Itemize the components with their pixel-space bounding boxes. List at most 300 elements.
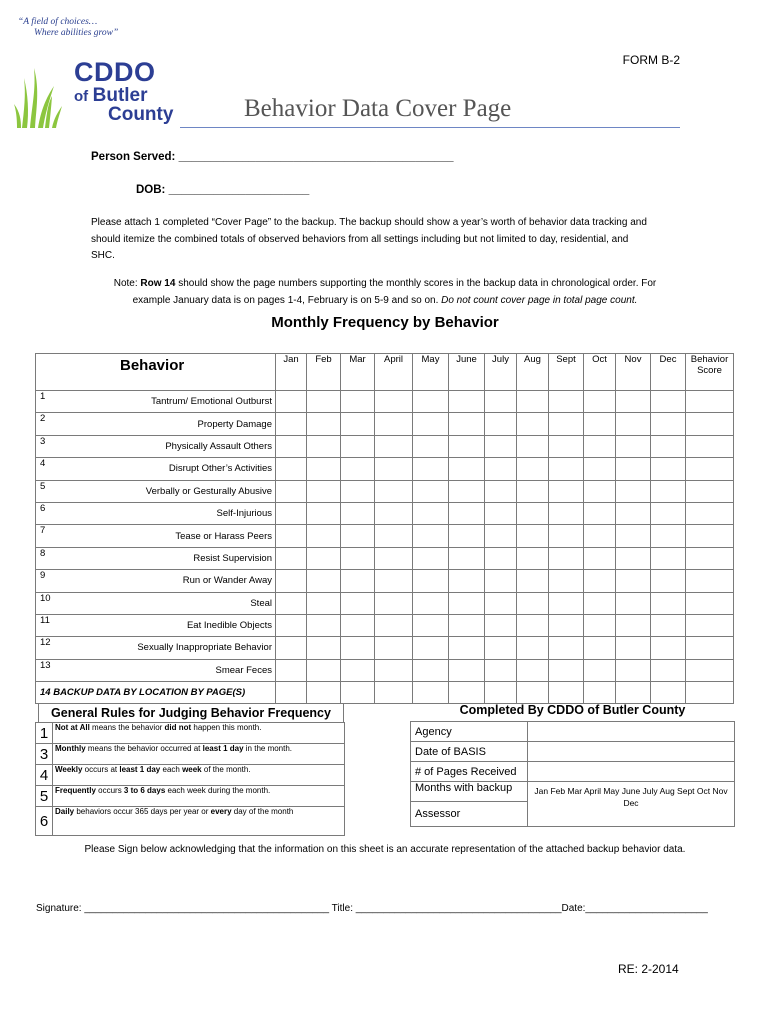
month-cell[interactable] xyxy=(276,458,307,480)
month-cell[interactable] xyxy=(549,480,584,502)
month-cell[interactable] xyxy=(549,547,584,569)
acknowledgement-text: Please Sign below acknowledging that the information on this sheet is an accurate representation of the attached backup behavior data. xyxy=(84,844,686,855)
month-cell[interactable] xyxy=(616,614,651,636)
month-cell[interactable] xyxy=(517,525,549,547)
month-cell[interactable] xyxy=(307,502,341,524)
instructions-line-3: SHC. xyxy=(91,250,115,261)
month-cell[interactable] xyxy=(517,435,549,457)
month-cell[interactable] xyxy=(616,570,651,592)
month-cell[interactable] xyxy=(485,458,517,480)
score-cell[interactable] xyxy=(686,435,734,457)
cddo-logo xyxy=(74,59,173,124)
month-cell[interactable] xyxy=(549,659,584,681)
month-cell[interactable] xyxy=(449,413,485,435)
month-cell[interactable] xyxy=(517,502,549,524)
month-cell[interactable] xyxy=(449,391,485,413)
month-cell[interactable] xyxy=(449,637,485,659)
month-cell[interactable] xyxy=(651,480,686,502)
month-cell[interactable] xyxy=(449,547,485,569)
month-cell[interactable] xyxy=(341,547,375,569)
page-range-cell[interactable] xyxy=(449,682,485,704)
rule-row xyxy=(36,723,345,744)
month-cell[interactable] xyxy=(549,502,584,524)
page-title: Behavior Data Cover Page xyxy=(244,95,512,122)
month-cell[interactable] xyxy=(485,592,517,614)
behavior-row xyxy=(36,502,734,524)
month-header: April xyxy=(375,354,413,391)
month-cell[interactable] xyxy=(616,637,651,659)
behavior-frequency-table xyxy=(35,353,734,704)
agency-value[interactable] xyxy=(528,722,735,742)
month-cell[interactable] xyxy=(517,659,549,681)
month-header: Nov xyxy=(616,354,651,391)
month-cell[interactable] xyxy=(651,391,686,413)
month-cell[interactable] xyxy=(651,413,686,435)
page-range-cell[interactable] xyxy=(341,682,375,704)
month-cell[interactable] xyxy=(307,413,341,435)
tagline-line-1: “A field of choices… xyxy=(18,17,98,27)
behavior-row xyxy=(36,614,734,636)
behavior-number: 8 xyxy=(36,547,62,569)
behavior-number: 11 xyxy=(36,614,62,636)
month-header: Mar xyxy=(341,354,375,391)
month-cell[interactable] xyxy=(449,570,485,592)
behavior-row xyxy=(36,637,734,659)
month-cell[interactable] xyxy=(375,435,413,457)
month-cell[interactable] xyxy=(276,547,307,569)
month-cell[interactable] xyxy=(616,435,651,457)
month-cell[interactable] xyxy=(449,525,485,547)
month-header: Oct xyxy=(584,354,616,391)
page-range-cell[interactable] xyxy=(485,682,517,704)
score-cell[interactable] xyxy=(686,592,734,614)
page-range-cell[interactable] xyxy=(375,682,413,704)
month-cell[interactable] xyxy=(413,570,449,592)
behavior-number: 9 xyxy=(36,570,62,592)
behavior-number: 4 xyxy=(36,458,62,480)
month-cell[interactable] xyxy=(449,592,485,614)
month-cell[interactable] xyxy=(584,391,616,413)
month-cell[interactable] xyxy=(485,614,517,636)
month-cell[interactable] xyxy=(341,659,375,681)
month-cell[interactable] xyxy=(485,502,517,524)
month-cell[interactable] xyxy=(307,637,341,659)
month-cell[interactable] xyxy=(517,480,549,502)
month-cell[interactable] xyxy=(485,659,517,681)
month-cell[interactable] xyxy=(517,458,549,480)
rule-row xyxy=(36,786,345,807)
backup-pages-label: 14 BACKUP DATA BY LOCATION BY PAGE(S) xyxy=(36,682,276,704)
month-cell[interactable] xyxy=(651,614,686,636)
agency-label: Agency xyxy=(411,722,528,742)
behavior-name: Resist Supervision xyxy=(61,547,276,569)
month-cell[interactable] xyxy=(413,525,449,547)
behavior-row xyxy=(36,592,734,614)
month-cell[interactable] xyxy=(449,435,485,457)
behavior-row xyxy=(36,570,734,592)
backup-pages-row xyxy=(36,682,734,704)
month-cell[interactable] xyxy=(341,413,375,435)
month-cell[interactable] xyxy=(276,570,307,592)
rule-text-part: occurs xyxy=(95,786,124,795)
month-cell[interactable] xyxy=(549,458,584,480)
month-cell[interactable] xyxy=(341,614,375,636)
month-cell[interactable] xyxy=(517,413,549,435)
month-cell[interactable] xyxy=(276,391,307,413)
month-cell[interactable] xyxy=(517,592,549,614)
rules-section-title: General Rules for Judging Behavior Frequency xyxy=(38,703,344,723)
score-header xyxy=(686,354,734,391)
rule-text xyxy=(53,723,345,744)
month-cell[interactable] xyxy=(341,458,375,480)
page-range-cell[interactable] xyxy=(549,682,584,704)
pages-received-value[interactable] xyxy=(528,762,735,782)
rule-text xyxy=(53,765,345,786)
month-cell[interactable] xyxy=(341,637,375,659)
page-range-cell[interactable] xyxy=(616,682,651,704)
month-cell[interactable] xyxy=(307,547,341,569)
behavior-name: Smear Feces xyxy=(61,659,276,681)
month-cell[interactable] xyxy=(584,413,616,435)
month-cell[interactable] xyxy=(276,435,307,457)
page-range-cell[interactable] xyxy=(517,682,549,704)
month-cell[interactable] xyxy=(616,592,651,614)
frequency-section-title: Monthly Frequency by Behavior xyxy=(271,314,499,331)
month-cell[interactable] xyxy=(307,659,341,681)
month-cell[interactable] xyxy=(276,637,307,659)
month-cell[interactable] xyxy=(375,614,413,636)
pages-received-label: # of Pages Received xyxy=(411,762,528,782)
month-cell[interactable] xyxy=(449,659,485,681)
month-header: Aug xyxy=(517,354,549,391)
month-cell[interactable] xyxy=(549,413,584,435)
score-cell[interactable] xyxy=(686,570,734,592)
title-rule xyxy=(180,127,680,128)
month-cell[interactable] xyxy=(549,435,584,457)
tagline xyxy=(18,17,118,39)
month-cell[interactable] xyxy=(413,614,449,636)
score-cell[interactable] xyxy=(686,637,734,659)
behavior-row xyxy=(36,525,734,547)
behavior-number: 5 xyxy=(36,480,62,502)
behavior-header: Behavior xyxy=(36,354,276,391)
month-cell[interactable] xyxy=(341,502,375,524)
rule-emphasis: Frequently xyxy=(55,786,96,795)
month-cell[interactable] xyxy=(485,435,517,457)
cddo-table xyxy=(410,721,735,827)
month-cell[interactable] xyxy=(651,637,686,659)
rule-text-part: day of the month xyxy=(231,807,294,816)
month-cell[interactable] xyxy=(449,458,485,480)
month-cell[interactable] xyxy=(449,502,485,524)
score-header-line-2: Score xyxy=(697,365,722,376)
behavior-number: 6 xyxy=(36,502,62,524)
month-cell[interactable] xyxy=(584,480,616,502)
signature-line[interactable]: Signature: ____________________________________________ Title: _____________________________________Date:______________________ xyxy=(36,903,708,914)
month-cell[interactable] xyxy=(584,435,616,457)
month-cell[interactable] xyxy=(276,592,307,614)
month-cell[interactable] xyxy=(375,659,413,681)
month-header: Sept xyxy=(549,354,584,391)
behavior-row xyxy=(36,413,734,435)
month-header: Dec xyxy=(651,354,686,391)
behavior-row xyxy=(36,659,734,681)
month-cell[interactable] xyxy=(549,525,584,547)
page-range-cell[interactable] xyxy=(651,682,686,704)
behavior-name: Eat Inedible Objects xyxy=(61,614,276,636)
month-cell[interactable] xyxy=(276,502,307,524)
page-range-cell[interactable] xyxy=(584,682,616,704)
month-header: Jan xyxy=(276,354,307,391)
month-cell[interactable] xyxy=(413,413,449,435)
behavior-number: 12 xyxy=(36,637,62,659)
rule-emphasis: least 1 day xyxy=(119,765,161,774)
month-cell[interactable] xyxy=(616,502,651,524)
month-cell[interactable] xyxy=(276,413,307,435)
month-cell[interactable] xyxy=(341,592,375,614)
rule-number: 3 xyxy=(36,744,53,765)
note-italic: Do not count cover page in total page count. xyxy=(441,294,638,306)
month-cell[interactable] xyxy=(651,659,686,681)
score-cell[interactable] xyxy=(686,502,734,524)
month-cell[interactable] xyxy=(616,525,651,547)
cddo-section-title: Completed By CDDO of Butler County xyxy=(459,703,686,717)
month-cell[interactable] xyxy=(549,592,584,614)
month-cell[interactable] xyxy=(584,592,616,614)
behavior-name: Steal xyxy=(61,592,276,614)
instructions-paragraph xyxy=(91,215,731,265)
month-cell[interactable] xyxy=(413,502,449,524)
month-cell[interactable] xyxy=(549,614,584,636)
month-cell[interactable] xyxy=(584,570,616,592)
behavior-name: Verbally or Gesturally Abusive xyxy=(61,480,276,502)
rule-emphasis: Weekly xyxy=(55,765,83,774)
month-cell[interactable] xyxy=(651,435,686,457)
behavior-name: Physically Assault Others xyxy=(61,435,276,457)
person-served-field[interactable]: Person Served: ___________________________________________ xyxy=(91,151,454,163)
behavior-number: 1 xyxy=(36,391,62,413)
rule-text-part: of the month. xyxy=(201,765,251,774)
month-cell[interactable] xyxy=(616,413,651,435)
month-cell[interactable] xyxy=(375,502,413,524)
rule-number: 6 xyxy=(36,807,53,836)
month-cell[interactable] xyxy=(584,614,616,636)
month-cell[interactable] xyxy=(307,525,341,547)
behavior-name: Property Damage xyxy=(61,413,276,435)
month-cell[interactable] xyxy=(375,637,413,659)
score-cell[interactable] xyxy=(686,682,734,704)
behavior-row xyxy=(36,391,734,413)
month-cell[interactable] xyxy=(449,614,485,636)
score-cell[interactable] xyxy=(686,480,734,502)
score-header-line-1: Behavior xyxy=(690,354,729,365)
month-cell[interactable] xyxy=(375,592,413,614)
behavior-row xyxy=(36,480,734,502)
rule-emphasis: Daily xyxy=(55,807,75,816)
month-cell[interactable] xyxy=(341,570,375,592)
behavior-name: Disrupt Other’s Activities xyxy=(61,458,276,480)
page-range-cell[interactable] xyxy=(276,682,307,704)
month-cell[interactable] xyxy=(413,391,449,413)
behavior-number: 2 xyxy=(36,413,62,435)
behavior-row xyxy=(36,458,734,480)
score-cell[interactable] xyxy=(686,547,734,569)
month-cell[interactable] xyxy=(485,480,517,502)
score-cell[interactable] xyxy=(686,525,734,547)
month-cell[interactable] xyxy=(584,502,616,524)
note-rest: should show the page numbers supporting the monthly scores in the backup data in chronological order. For xyxy=(175,278,657,289)
rule-text-part: means the behavior xyxy=(89,723,165,732)
month-cell[interactable] xyxy=(307,458,341,480)
page-range-cell[interactable] xyxy=(307,682,341,704)
month-cell[interactable] xyxy=(375,413,413,435)
month-cell[interactable] xyxy=(307,391,341,413)
month-cell[interactable] xyxy=(616,659,651,681)
logo-butler: Butler xyxy=(92,85,148,106)
month-cell[interactable] xyxy=(341,391,375,413)
month-cell[interactable] xyxy=(413,592,449,614)
date-of-basis-label: Date of BASIS xyxy=(411,742,528,762)
rule-text xyxy=(53,807,345,836)
rule-emphasis: every xyxy=(210,807,232,816)
behavior-row xyxy=(36,547,734,569)
month-cell[interactable] xyxy=(616,458,651,480)
rule-row xyxy=(36,744,345,765)
score-cell[interactable] xyxy=(686,458,734,480)
month-cell[interactable] xyxy=(651,570,686,592)
month-cell[interactable] xyxy=(413,659,449,681)
month-cell[interactable] xyxy=(651,502,686,524)
score-cell[interactable] xyxy=(686,659,734,681)
behavior-row xyxy=(36,435,734,457)
month-cell[interactable] xyxy=(375,547,413,569)
month-cell[interactable] xyxy=(485,547,517,569)
month-cell[interactable] xyxy=(341,435,375,457)
month-cell[interactable] xyxy=(276,659,307,681)
month-cell[interactable] xyxy=(584,547,616,569)
month-header: Feb xyxy=(307,354,341,391)
month-cell[interactable] xyxy=(485,413,517,435)
month-cell[interactable] xyxy=(485,637,517,659)
score-cell[interactable] xyxy=(686,391,734,413)
note-paragraph xyxy=(60,276,710,309)
month-cell[interactable] xyxy=(584,458,616,480)
month-cell[interactable] xyxy=(375,458,413,480)
rule-emphasis: Monthly xyxy=(55,744,86,753)
month-cell[interactable] xyxy=(517,570,549,592)
month-cell[interactable] xyxy=(651,458,686,480)
month-cell[interactable] xyxy=(485,570,517,592)
behavior-number: 10 xyxy=(36,592,62,614)
form-id: FORM B-2 xyxy=(622,53,680,67)
month-cell[interactable] xyxy=(449,480,485,502)
month-cell[interactable] xyxy=(485,525,517,547)
month-cell[interactable] xyxy=(584,659,616,681)
month-cell[interactable] xyxy=(375,525,413,547)
month-cell[interactable] xyxy=(651,547,686,569)
month-cell[interactable] xyxy=(517,637,549,659)
dob-field[interactable]: DOB: ______________________ xyxy=(136,184,310,196)
month-cell[interactable] xyxy=(517,391,549,413)
month-cell[interactable] xyxy=(413,547,449,569)
rule-text-part: in the month. xyxy=(243,744,293,753)
month-cell[interactable] xyxy=(549,391,584,413)
rule-text-part: occurs at xyxy=(82,765,120,774)
month-cell[interactable] xyxy=(413,637,449,659)
month-cell[interactable] xyxy=(485,391,517,413)
month-cell[interactable] xyxy=(413,480,449,502)
month-cell[interactable] xyxy=(651,592,686,614)
month-cell[interactable] xyxy=(616,480,651,502)
month-cell[interactable] xyxy=(651,525,686,547)
logo-of: of xyxy=(74,88,89,105)
month-cell[interactable] xyxy=(375,570,413,592)
month-cell[interactable] xyxy=(413,458,449,480)
rule-number: 1 xyxy=(36,723,53,744)
logo-county: County xyxy=(108,104,174,125)
month-cell[interactable] xyxy=(307,592,341,614)
month-cell[interactable] xyxy=(375,480,413,502)
month-header: June xyxy=(449,354,485,391)
rule-number: 4 xyxy=(36,765,53,786)
month-cell[interactable] xyxy=(307,570,341,592)
month-cell[interactable] xyxy=(549,570,584,592)
behavior-number: 13 xyxy=(36,659,62,681)
rule-emphasis: 3 to 6 days xyxy=(123,786,166,795)
rule-emphasis: week xyxy=(182,765,202,774)
month-cell[interactable] xyxy=(584,637,616,659)
note-bold: Row 14 xyxy=(140,278,176,289)
month-cell[interactable] xyxy=(276,525,307,547)
month-cell[interactable] xyxy=(413,435,449,457)
month-cell[interactable] xyxy=(584,525,616,547)
months-with-backup-list[interactable]: Jan Feb Mar April May June July Aug Sept Oct Nov Dec xyxy=(528,782,735,827)
month-cell[interactable] xyxy=(616,391,651,413)
month-cell[interactable] xyxy=(517,547,549,569)
behavior-number: 7 xyxy=(36,525,62,547)
month-cell[interactable] xyxy=(375,391,413,413)
rule-text-part: happen this month. xyxy=(191,723,262,732)
page-range-cell[interactable] xyxy=(413,682,449,704)
month-cell[interactable] xyxy=(307,435,341,457)
logo-cddo: CDDO xyxy=(74,57,156,87)
rule-row xyxy=(36,807,345,836)
tagline-line-2: Where abilities grow” xyxy=(34,28,119,38)
month-cell[interactable] xyxy=(307,614,341,636)
score-cell[interactable] xyxy=(686,413,734,435)
behavior-name: Tantrum/ Emotional Outburst xyxy=(61,391,276,413)
month-cell[interactable] xyxy=(517,614,549,636)
month-cell[interactable] xyxy=(341,480,375,502)
month-cell[interactable] xyxy=(341,525,375,547)
rules-table xyxy=(35,722,345,836)
month-header: May xyxy=(413,354,449,391)
month-cell[interactable] xyxy=(276,480,307,502)
month-cell[interactable] xyxy=(616,547,651,569)
rule-text-part: each xyxy=(160,765,183,774)
rule-text-part: behaviors occur 365 days per year or xyxy=(74,807,211,816)
behavior-name: Run or Wander Away xyxy=(61,570,276,592)
score-cell[interactable] xyxy=(686,614,734,636)
month-header: July xyxy=(485,354,517,391)
rule-text-part: means the behavior occurred at xyxy=(85,744,203,753)
month-cell[interactable] xyxy=(276,614,307,636)
rule-emphasis: Not at All xyxy=(55,723,90,732)
rule-text xyxy=(53,786,345,807)
month-cell[interactable] xyxy=(549,637,584,659)
month-cell[interactable] xyxy=(307,480,341,502)
date-of-basis-value[interactable] xyxy=(528,742,735,762)
